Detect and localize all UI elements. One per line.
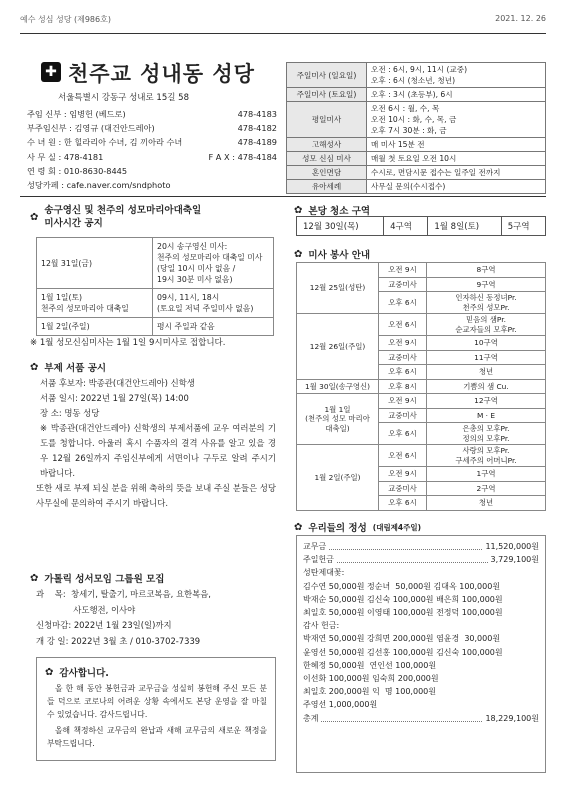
header-divider	[20, 33, 546, 34]
mass-row	[287, 88, 546, 102]
schedule-row	[37, 238, 274, 289]
total-row	[303, 712, 539, 725]
donor-line: 한혜정 50,000원 연인선 100,000원	[303, 660, 437, 670]
contact-row	[27, 107, 277, 121]
contact-row	[27, 164, 277, 178]
donor-line: 이선화 100,000원 임숙희 200,000원	[303, 674, 439, 684]
service-group: 인자하신 동정녀Pr. 천주의 성모Pr.	[427, 292, 546, 314]
mass-type: 유아세례	[287, 180, 367, 194]
flower-bullet-icon: ✿	[294, 204, 303, 216]
service-group: 청년	[427, 496, 546, 511]
paragraph: ※ 박종관(대건안드레아) 신학생의 부제서품에 교우 여러분의 기도를 청합니다. 아울러 혹시 수품자의 결격 사유를 알고 있을 경우 12월 26일까지 주임신부에게 서면이나 구두로 알려 주시기 바랍니다.	[40, 423, 276, 478]
mass-time: 오전 : 6시, 9시, 11시 (교중) 오후 : 6시 (청소년, 청년)	[367, 63, 546, 88]
mass-time: 오후 : 3시 (초등부), 6시	[367, 88, 546, 102]
contact-label: 주임 신부 : 임병헌 (베드로)	[27, 109, 126, 119]
service-group: M · E	[427, 408, 546, 423]
top-divider	[20, 196, 546, 197]
mass-schedule-table	[286, 62, 546, 194]
contact-label: 사 무 실 : 478-4181	[27, 151, 104, 162]
service-group: 11구역	[427, 350, 546, 365]
mass-time: 매 미사 15분 전	[367, 138, 546, 152]
contact-phone: 478-4183	[237, 109, 277, 119]
offering-row	[303, 553, 539, 566]
section-service	[294, 247, 370, 261]
donor-line: 김수연 50,000원 정순녀 50,000원 김대옥 100,000원	[303, 581, 501, 591]
service-date: 1월 1일 (천주의 성모 마리아 대축일)	[297, 394, 379, 445]
schedule-date: 12월 31일(금)	[37, 238, 153, 289]
paragraph: 서품 후보자: 박종관(대건안드레아) 신학생	[40, 378, 195, 388]
cross-emblem-icon: ✚	[41, 62, 61, 82]
mass-time: 수시로, 면담시문 접수는 일주일 전까지	[367, 166, 546, 180]
contact-label: 성당카페 : cafe.naver.com/sndphoto	[27, 180, 171, 191]
flower-bullet-icon: ✿	[30, 361, 39, 373]
service-group: 기쁨의 샘 Cu.	[427, 379, 546, 394]
mass-time: 사무실 문의(수시접수)	[367, 180, 546, 194]
contact-row	[27, 121, 277, 135]
parish-name: 천주교 성내동 성당	[68, 61, 255, 86]
service-group: 12구역	[427, 394, 546, 409]
mass-row	[287, 180, 546, 194]
cleaning-table	[296, 216, 546, 236]
paragraph: 서품 일시: 2022년 1월 27일(목) 14:00	[40, 393, 189, 403]
schedule-desc: 20시 송구영신 미사: 천주의 성모마리아 대축일 미사 (당일 10시 미사 없음 / 19시 30분 미사 없음)	[153, 238, 274, 289]
paragraph: 사도행전, 이사야	[36, 604, 136, 615]
flower-bullet-icon: ✿	[30, 211, 39, 223]
mass-row	[287, 138, 546, 152]
paragraph: 과 목: 창세기, 탈출기, 마르코복음, 요한복음,	[36, 589, 211, 599]
service-time: 오전 9시	[379, 263, 427, 278]
thanks-offering-list	[303, 632, 539, 711]
contact-row	[27, 150, 277, 164]
schedule-date: 1월 1일(토) 천주의 성모마리아 대축일	[37, 289, 153, 318]
service-date: 1월 2일(주일)	[297, 445, 379, 511]
service-time: 오전 6시	[379, 445, 427, 467]
section-bible-study	[30, 571, 164, 585]
parish-address: 서울특별시 강동구 성내로 15길 58	[58, 93, 189, 103]
thanks-offering-title: 감사 헌금:	[303, 621, 340, 631]
cleaning-cell: 5구역	[501, 217, 545, 236]
service-group: 사랑의 모후Pr. 구세주의 어머니Pr.	[427, 445, 546, 467]
paragraph: 장 소: 명동 성당	[40, 408, 100, 418]
paragraph: 올 한 해 동안 봉헌금과 교무금을 성실히 봉헌해 주신 모든 분들 덕으로 코로나의 어려운 상황 속에서도 본당 운영을 잘 마칠 수 있었습니다. 감사드립니다.	[47, 684, 267, 719]
schedule-row	[37, 289, 274, 318]
finance-box	[296, 535, 546, 773]
schedule-row	[37, 318, 274, 336]
thanks-box	[36, 657, 276, 761]
service-time: 교중미사	[379, 408, 427, 423]
flower-bullet-icon: ✿	[294, 248, 303, 260]
flower-bullet-icon: ✿	[45, 666, 54, 678]
service-table	[296, 262, 546, 511]
section-cleaning	[294, 203, 370, 217]
tuition-label: 교무금	[303, 542, 327, 551]
new-year-mass-table	[36, 237, 274, 336]
service-time: 오후 6시	[379, 496, 427, 511]
issue-date: 2021. 12. 26	[495, 14, 546, 23]
service-group: 10구역	[427, 336, 546, 351]
service-row	[297, 314, 546, 336]
thanks-body	[47, 682, 267, 753]
tuition-row	[303, 540, 539, 553]
paragraph: 개 강 일: 2022년 3월 초 / 010-3702-7339	[36, 635, 201, 646]
contact-phone: 478-4189	[237, 137, 277, 148]
service-time: 오전 9시	[379, 394, 427, 409]
contact-phone: 478-4182	[237, 123, 277, 134]
paragraph: 올해 책정하신 교무금의 완납과 새해 교무금의 새로운 책정을 부탁드립니다.	[47, 726, 267, 748]
service-time: 교중미사	[379, 350, 427, 365]
service-time: 교중미사	[379, 481, 427, 496]
service-row	[297, 445, 546, 467]
section-title: 부제 서품 공시	[44, 363, 107, 374]
total-amount: 18,229,100원	[485, 713, 539, 723]
service-row	[297, 394, 546, 409]
donor-line: 윤영선 50,000원 김선홍 100,000원 김신숙 100,000원	[303, 647, 503, 657]
paragraph: 신청마감: 2022년 1월 23일(일)까지	[36, 620, 172, 630]
service-time: 오전 9시	[379, 336, 427, 351]
service-row	[297, 379, 546, 394]
service-time: 오전 9시	[379, 467, 427, 482]
service-group: 8구역	[427, 263, 546, 278]
contact-list	[27, 107, 277, 192]
schedule-date: 1월 2일(주일)	[37, 318, 153, 336]
section-diaconate	[30, 360, 106, 374]
section-title: 미사 봉사 안내	[308, 250, 371, 261]
service-time: 오전 6시	[379, 314, 427, 336]
mass-type: 성모 신심 미사	[287, 152, 367, 166]
service-date: 1월 30일(송구영신)	[297, 379, 379, 394]
mass-type: 고해성사	[287, 138, 367, 152]
section-new-year-mass	[30, 204, 280, 230]
service-group: 9구역	[427, 277, 546, 292]
mass-type: 혼인면담	[287, 166, 367, 180]
tuition-amount: 11,520,000원	[485, 542, 539, 551]
service-time: 오후 8시	[379, 379, 427, 394]
mass-type: 주일미사 (일요일)	[287, 63, 367, 88]
contact-row	[27, 135, 277, 149]
section-finance	[294, 520, 421, 534]
service-group: 2구역	[427, 481, 546, 496]
mass-row	[287, 166, 546, 180]
service-row	[297, 263, 546, 278]
section-title: 본당 청소 구역	[308, 206, 371, 217]
offering-amount: 3,729,100원	[490, 555, 539, 565]
donor-line: 최일호 200,000원 익 명 100,000원	[303, 687, 436, 697]
bible-study-body	[36, 587, 276, 649]
donor-line: 박재연 50,000원 강희면 200,000원 염윤경 30,000원	[303, 634, 501, 644]
contact-row	[27, 178, 277, 192]
donor-line: 주영선 1,000,000원	[303, 700, 378, 710]
mass-time: 매월 첫 토요일 오전 10시	[367, 152, 546, 166]
cleaning-cell: 1월 8일(토)	[428, 217, 501, 236]
flower-bullet-icon: ✿	[294, 521, 303, 533]
cleaning-cell: 12월 30일(목)	[297, 217, 384, 236]
service-group: 청년	[427, 365, 546, 380]
issue-header	[20, 14, 546, 25]
section-subtitle: (대림제4주일)	[372, 522, 422, 532]
mass-time: 오전 6시 : 월, 수, 목 오전 10시 : 화, 수, 목, 금 오후 7시 30분 : 화, 금	[367, 102, 546, 138]
mass-row	[287, 102, 546, 138]
contact-label: 부주임신부 : 김영규 (대건안드레아)	[27, 123, 155, 134]
section-title: 감사합니다.	[59, 668, 109, 679]
service-group: 은총의 모후Pr. 정의의 모후Pr.	[427, 423, 546, 445]
mass-row	[287, 63, 546, 88]
contact-label: 수 녀 원 : 한 힐라리아 수녀, 김 끼아라 수녀	[27, 137, 183, 148]
donor-line: 최일호 50,000원 이영태 100,000원 전정덕 100,000원	[303, 608, 503, 618]
contact-label: 연 령 회 : 010-8630-8445	[27, 165, 128, 176]
section-title: 송구영신 및 천주의 성모마리아대축일 미사시간 공지	[44, 205, 202, 229]
donor-line: 박재순 50,000원 김신숙 100,000원 배은희 100,000원	[303, 594, 503, 604]
mass-type: 평일미사	[287, 102, 367, 138]
total-label: 총계	[303, 713, 319, 723]
mass-type: 주일미사 (토요일)	[287, 88, 367, 102]
mass-row	[287, 152, 546, 166]
christmas-list	[303, 580, 539, 620]
christmas-title: 성탄제대꽃:	[303, 568, 345, 578]
mass-note: ※ 1월 성모신심미사는 1월 1일 9시미사로 접합니다.	[30, 338, 226, 348]
service-group: 1구역	[427, 467, 546, 482]
service-time: 오후 6시	[379, 365, 427, 380]
service-date: 12월 25일(성탄)	[297, 263, 379, 314]
service-group: 믿음의 샘Pr. 순교자들의 모후Pr.	[427, 314, 546, 336]
diaconate-body	[36, 376, 276, 511]
thanks-header	[45, 665, 109, 679]
service-time: 오후 6시	[379, 292, 427, 314]
section-title: 우리들의 정성	[308, 523, 367, 534]
service-time: 교중미사	[379, 277, 427, 292]
flower-bullet-icon: ✿	[30, 572, 39, 584]
issue-number: 예수 성심 성당 (제986호)	[20, 15, 111, 24]
service-date: 12월 26일(주일)	[297, 314, 379, 380]
service-time: 오후 6시	[379, 423, 427, 445]
section-title: 가톨릭 성서모임 그룹원 모집	[44, 574, 165, 585]
paragraph: 또한 새로 부제 되실 분을 위해 축하의 뜻을 보내 주실 분들은 성당 사무실에 문의하여 주시기 바랍니다.	[36, 483, 276, 508]
schedule-desc: 09시, 11시, 18시 (토요일 저녁 주일미사 없음)	[153, 289, 274, 318]
offering-label: 주일헌금	[303, 555, 334, 565]
cleaning-cell: 4구역	[384, 217, 428, 236]
contact-phone: F A X : 478-4184	[208, 151, 277, 162]
schedule-desc: 평시 주일과 같음	[153, 318, 274, 336]
